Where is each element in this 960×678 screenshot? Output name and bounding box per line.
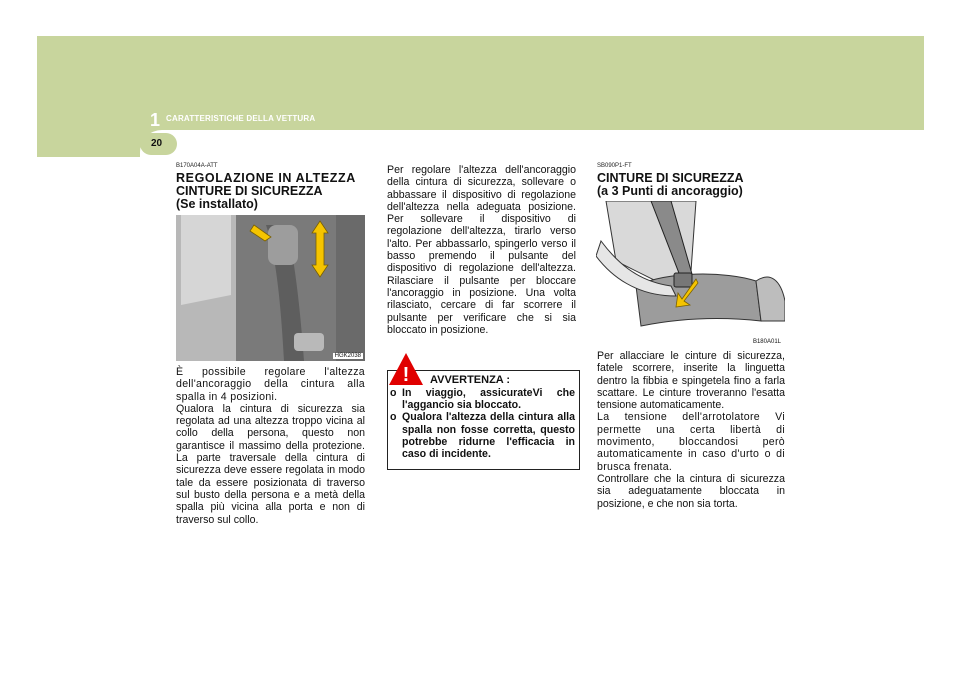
right-body bbox=[597, 350, 785, 510]
warning-title: AVVERTENZA : bbox=[430, 374, 511, 386]
header-tab-cutout bbox=[140, 130, 930, 157]
warning-item bbox=[390, 387, 575, 411]
left-body bbox=[176, 366, 365, 526]
body-paragraph: Per allacciare le cinture di sicurezza, fatele scorrere, inserite la linguetta dentro la fibbia e spingetela fino a farla scattare. Le cinture troveranno l'esatta tensione automaticamente. bbox=[597, 350, 785, 412]
left-column bbox=[176, 163, 366, 211]
section-title-line3: (Se installato) bbox=[176, 197, 258, 211]
bullet: o bbox=[390, 387, 397, 399]
section-title-line1: REGOLAZIONE IN ALTEZZA bbox=[176, 171, 356, 185]
chapter-number: 1 bbox=[150, 110, 161, 130]
exclamation-triangle-icon bbox=[388, 352, 424, 386]
seatbelt-height-figure bbox=[176, 215, 365, 361]
section-code: B170A04A-ATT bbox=[176, 163, 218, 169]
body-paragraph: Controllare che la cintura di sicurezza sia adeguatamente bloccata in posizione, e che non sia torta. bbox=[597, 472, 785, 510]
figure-label: B180A01L bbox=[752, 339, 781, 345]
three-point-belt-figure bbox=[596, 201, 785, 347]
seatbelt-height-illustration bbox=[176, 215, 365, 361]
right-column bbox=[597, 163, 787, 198]
body-paragraph: Per regolare l'altezza dell'ancoraggio della cintura di sicurezza, sollevare o abbassare il dispositivo di regolazione dell'altezza nella adeguata posizione. Per sollevare il dispositivo di regolazione dell'altezza, tirarlo verso l'alto. Per abbassarlo, spingerlo verso il basso premendo il pulsante del dispositivo di regolazione dell'altezza. Rilasciare il pulsante per bloccare l'ancoraggio in posizione. Una volta rilasciato, cercare di far scorrere il pulsante per verificare che si sia bloccato in posizione. bbox=[387, 164, 576, 336]
warning-list bbox=[390, 387, 575, 460]
middle-column bbox=[387, 164, 576, 336]
body-paragraph: È possibile regolare l'altezza dell'ancoraggio della cintura alla spalla in 4 posizioni. bbox=[176, 366, 365, 403]
figure-label: HGK2038 bbox=[334, 353, 361, 359]
section-code: SB090P1-FT bbox=[597, 163, 632, 169]
section-title-line2: (a 3 Punti di ancoraggio) bbox=[597, 184, 743, 198]
chapter-title: CARATTERISTICHE DELLA VETTURA bbox=[166, 114, 316, 123]
warning-item-text: Qualora l'altezza della cintura alla spalla non fosse corretta, questo potrebbe ridurne l'efficacia in caso di incidente. bbox=[402, 411, 575, 461]
three-point-belt-illustration bbox=[596, 201, 785, 347]
svg-text:!: ! bbox=[402, 364, 410, 386]
body-paragraph: Qualora la cintura di sicurezza sia regolata ad una altezza troppo vicina al collo della persona, questo non garantisce il massimo della protezione. La parte traversale della cintura di sicurezza deve essere regolata in modo tale da essere posizionata di traverso sul busto della persona e a metà della spalla più vicina alla porta e non di traverso sul collo. bbox=[176, 402, 365, 526]
warning-item bbox=[390, 411, 575, 460]
page-number: 20 bbox=[151, 138, 163, 149]
section-title-line1: CINTURE DI SICUREZZA bbox=[597, 171, 744, 185]
body-paragraph: La tensione dell'arrotolatore Vi permette una certa libertà di movimento, bloccandosi però automaticamente in caso d'urto o di brusca frenata. bbox=[597, 411, 785, 473]
warning-item-text: In viaggio, assicurateVi che l'aggancio sia bloccato. bbox=[402, 387, 575, 412]
bullet: o bbox=[390, 411, 397, 424]
section-title-line2: CINTURE DI SICUREZZA bbox=[176, 184, 323, 198]
